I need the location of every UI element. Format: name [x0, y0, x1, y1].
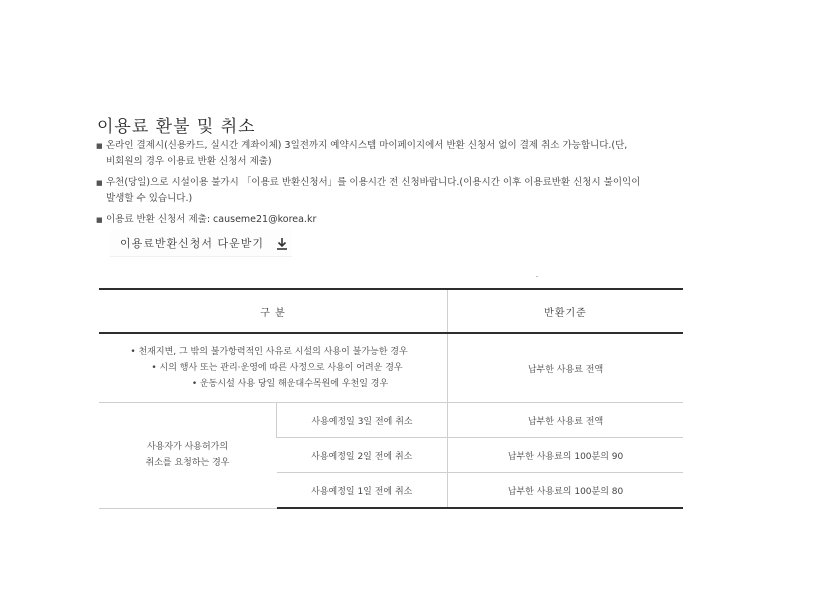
user-cancel-label-line: 사용자가 사용허가의	[146, 442, 229, 453]
square-bullet-icon: ■	[96, 216, 103, 224]
table-row	[99, 333, 683, 403]
notice-text: 발생할 수 있습니다.)	[106, 193, 193, 204]
notice-text: 비회원의 경우 이용료 반환 신청서 제출)	[106, 156, 272, 167]
table-header-row	[99, 289, 683, 333]
cancel-timing: 사용예정일 1일 전에 취소	[277, 473, 448, 509]
notice-text: 이용료 반환 신청서 제출: causeme21@korea.kr	[106, 214, 317, 225]
download-icon	[276, 237, 288, 250]
full-refund-reasons	[99, 333, 448, 403]
cancel-refund-amount: 납부한 사용료의 100분의 90	[448, 438, 684, 473]
reason-line: • 시의 행사 또는 관리·운영에 따른 사정으로 사용이 어려운 경우	[151, 363, 403, 373]
cancel-refund-amount: 납부한 사용료의 100분의 80	[448, 473, 684, 509]
reason-line: • 운동시설 사용 당일 해운대수목원에 우천일 경우	[191, 379, 389, 389]
square-bullet-icon: ■	[96, 179, 103, 187]
cancel-timing: 사용예정일 2일 전에 취소	[277, 438, 448, 473]
cancel-refund-amount: 납부한 사용료 전액	[448, 403, 684, 438]
full-refund-amount: 납부한 사용료 전액	[448, 333, 684, 403]
refund-table	[99, 288, 683, 509]
download-form-label: 이용료반환신청서 다운받기	[120, 237, 265, 250]
scan-artifact	[536, 276, 538, 277]
notice-item-online-payment	[96, 138, 696, 170]
notice-text: 온라인 결제시(신용카드, 실시간 계좌이체) 3일전까지 예약시스템 마이페이지에서 반환 신청서 없이 결제 취소 가능합니다.(단,	[106, 140, 628, 151]
square-bullet-icon: ■	[96, 142, 103, 150]
notice-item-rain	[96, 175, 696, 207]
page-title: 이용료 환불 및 취소	[97, 117, 256, 137]
header-category: 구 분	[99, 289, 448, 333]
table-row	[99, 403, 683, 438]
notice-list	[96, 138, 696, 233]
user-cancel-label-line: 취소를 요청하는 경우	[145, 458, 230, 469]
notice-text: 우천(당일)으로 시설이용 불가시 「이용료 반환신청서」를 이용시간 전 신청바랍니다.(이용시간 이후 이용료반환 신청시 불이익이	[106, 177, 641, 188]
header-refund-criteria: 반환기준	[448, 289, 684, 333]
notice-item-submit	[96, 212, 696, 228]
download-form-button[interactable]	[110, 230, 292, 257]
user-cancel-label	[99, 403, 277, 509]
cancel-timing: 사용예정일 3일 전에 취소	[277, 403, 448, 438]
reason-line: • 천재지변, 그 밖의 불가항력적인 사유로 시설의 사용이 불가능한 경우	[130, 347, 408, 357]
